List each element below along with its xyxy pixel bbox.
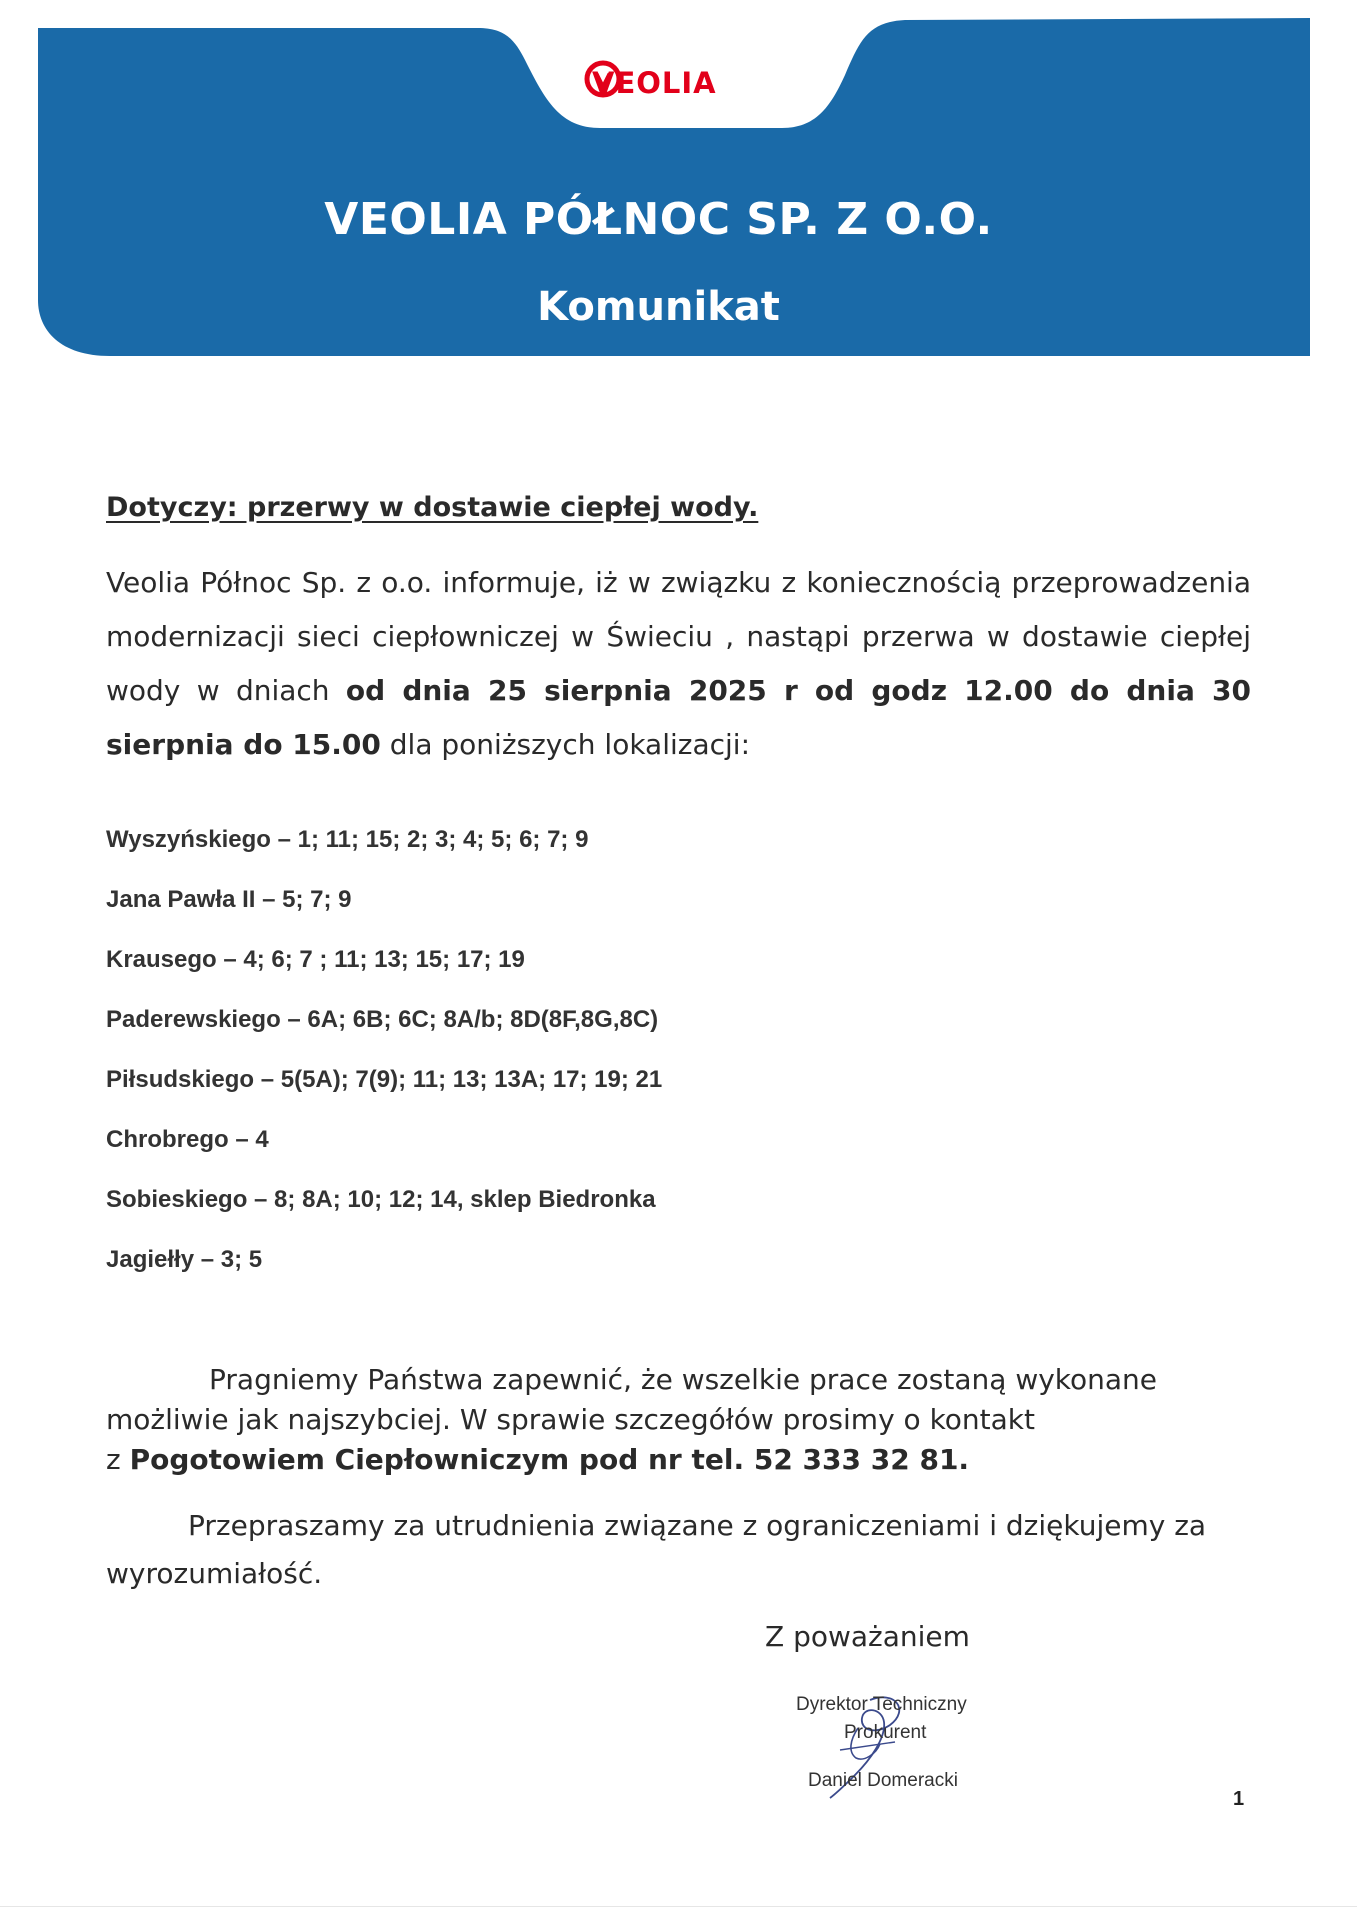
header-banner: [0, 0, 1357, 380]
location-item: Paderewskiego – 6A; 6B; 6C; 8A/b; 8D(8F,8G,8C): [106, 1006, 659, 1033]
veolia-logo-icon: [584, 60, 622, 98]
intro-paragraph: [106, 556, 1251, 772]
closing-regards: Z poważaniem: [765, 1620, 970, 1653]
intro-dates: od dnia 25 sierpnia 2025 r od godz 12.00 do dnia 30 sierpnia do 15.00: [106, 674, 1252, 761]
emergency-phone: Pogotowiem Ciepłowniczym pod nr tel. 52 333 32 81.: [129, 1443, 970, 1476]
company-name: VEOLIA PÓŁNOC SP. Z O.O.: [324, 194, 993, 245]
subject-line: Dotyczy: przerwy w dostawie ciepłej wody.: [106, 492, 759, 523]
assurance-line: Pragniemy Państwa zapewnić, że wszelkie prace zostaną wykonane: [209, 1363, 1158, 1396]
page-number: 1: [1233, 1788, 1245, 1810]
intro-text-end: dla poniższych lokalizacji:: [380, 728, 751, 761]
assurance-contact: [106, 1440, 1256, 1480]
assurance-prefix: z: [106, 1443, 130, 1476]
location-item: Jana Pawła II – 5; 7; 9: [106, 886, 352, 913]
assurance-paragraph: [106, 1360, 1256, 1480]
location-item: Sobieskiego – 8; 8A; 10; 12; 14, sklep Biedronka: [106, 1186, 656, 1213]
location-item: Krausego – 4; 6; 7 ; 11; 13; 15; 17; 19: [106, 946, 525, 973]
location-item: Chrobrego – 4: [106, 1126, 269, 1153]
signatory-title: Dyrektor Techniczny: [796, 1694, 967, 1715]
signatory-name: Daniel Domeracki: [808, 1770, 958, 1791]
location-item: Jagiełły – 3; 5: [106, 1246, 263, 1273]
intro-text: Veolia Północ Sp. z o.o. informuje, iż w związku z koniecznością przeprowadzenia modernizacji sieci ciepłowniczej w Świeciu , nastąpi przerwa w dostawie ciepłej wody w dniach: [106, 566, 1251, 707]
assurance-line: możliwie jak najszybciej. W sprawie szczegółów prosimy o kontakt: [106, 1403, 1036, 1436]
veolia-logo: [584, 60, 717, 106]
location-item: Wyszyńskiego – 1; 11; 15; 2; 3; 4; 5; 6; 7; 9: [106, 826, 589, 853]
apology-paragraph: Przepraszamy za utrudnienia związane z ograniczeniami i dziękujemy za wyrozumiałość.: [106, 1509, 1207, 1590]
page-bottom-rule: [0, 1906, 1357, 1907]
signatory-role: Prokurent: [844, 1722, 927, 1743]
location-list: [106, 828, 662, 1308]
document-type: Komunikat: [537, 284, 780, 330]
location-item: Piłsudskiego – 5(5A); 7(9); 11; 13; 13A; 17; 19; 21: [106, 1066, 663, 1093]
logo-wordmark: VEOLIA: [592, 66, 717, 100]
